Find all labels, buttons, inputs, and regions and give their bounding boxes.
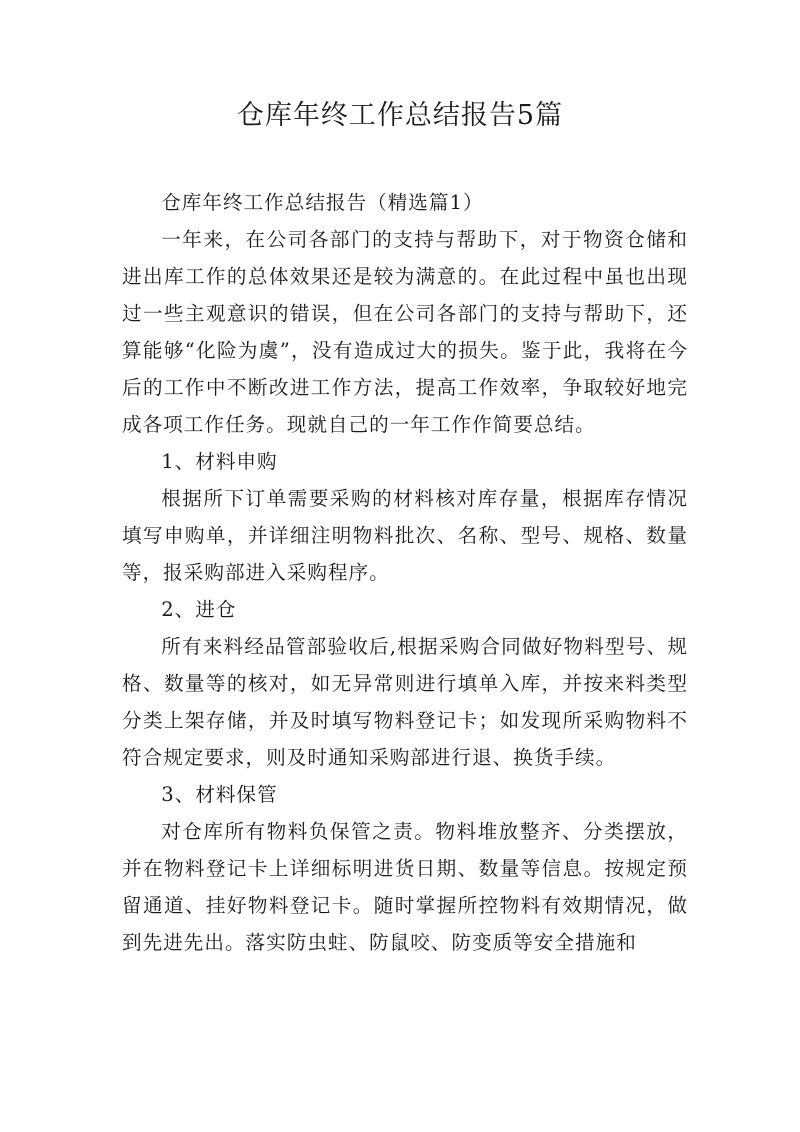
section-heading-article-1: 仓库年终工作总结报告（精选篇1）: [161, 191, 484, 214]
section-heading-warehouse-entry: 2、进仓: [161, 598, 237, 621]
material-storage-paragraph: 对仓库所有物料负保管之责。物料堆放整齐、分类摆放，并在物料登记卡上详细标明进货日期、数量等信息。按规定预留通道、挂好物料登记卡。随时掌握所控物料有效期情况，做到先进先出。落实防虫蛀、防鼠咬、防变质等安全措施和: [122, 820, 688, 954]
intro-paragraph: 一年来，在公司各部门的支持与帮助下，对于物资仓储和进出库工作的总体效果还是较为满意的。在此过程中虽也出现过一些主观意识的错误，但在公司各部门的支持与帮助下，还算能够“化险为虞”，没有造成过大的损失。鉴于此，我将在今后的工作中不断改进工作方法，提高工作效率，争取较好地完成各项工作任务。现就自己的一年工作作简要总结。: [122, 228, 688, 436]
material-purchase-paragraph: 根据所下订单需要采购的材料核对库存量，根据库存情况填写申购单，并详细注明物料批次、名称、型号、规格、数量等，报采购部进入采购程序。: [122, 487, 688, 584]
section-heading-material-storage: 3、材料保管: [161, 783, 278, 806]
document-body: [122, 184, 688, 961]
document-title: 仓库年终工作总结报告5篇: [236, 100, 564, 131]
section-heading-material-purchase: 1、材料申购: [161, 450, 278, 473]
warehouse-entry-paragraph: 所有来料经品管部验收后,根据采购合同做好物料型号、规格、数量等的核对，如无异常则进行填单入库，并按来料类型分类上架存储，并及时填写物料登记卡；如发现所采购物料不符合规定要求，则及时通知采购部进行退、换货手续。: [122, 635, 688, 769]
